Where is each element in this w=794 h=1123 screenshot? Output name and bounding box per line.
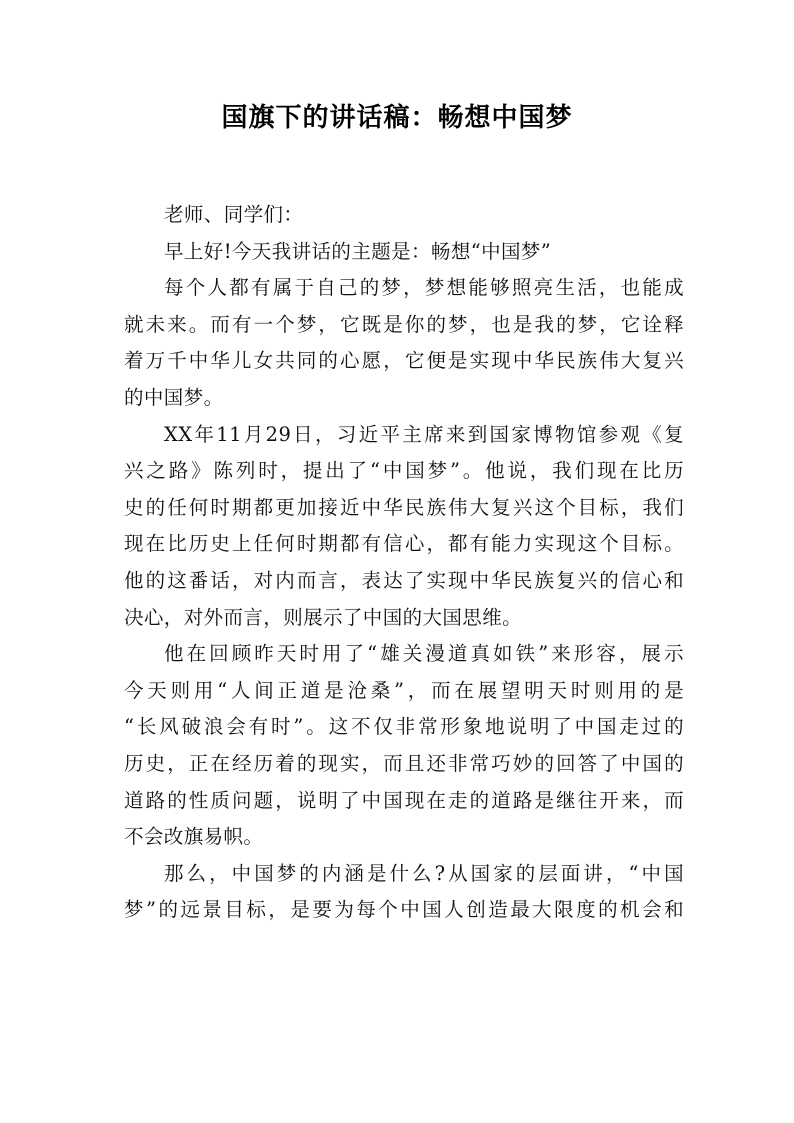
document-title: 国旗下的讲话稿：畅想中国梦	[221, 103, 573, 133]
document-body	[124, 197, 684, 929]
text-line: 老师、同学们：	[164, 203, 304, 226]
text-line: 现在比历史上任何时期都有信心，都有能力实现这个目标。	[124, 532, 684, 556]
text-line: 决心，对外而言，则展示了中国的大国思维。	[124, 605, 523, 629]
text-line: 今天则用“人间正道是沧桑”，而在展望明天时则用的是	[124, 678, 684, 702]
text-line: 道路的性质问题，说明了中国现在走的道路是继往开来，而	[124, 788, 684, 812]
text-line: 兴之路》陈列时，提出了“中国梦”。他说，我们现在比历	[124, 459, 684, 483]
text-line: 的中国梦。	[124, 385, 224, 409]
text-line: 每个人都有属于自己的梦，梦想能够照亮生活，也能成	[164, 276, 684, 300]
text-line: 历史，正在经历着的现实，而且还非常巧妙的回答了中国的	[124, 751, 684, 775]
text-line: 史的任何时期都更加接近中华民族伟大复兴这个目标，我们	[124, 495, 684, 519]
text-line: 着万千中华儿女共同的心愿，它便是实现中华民族伟大复兴	[124, 349, 684, 373]
text-line: 他在回顾昨天时用了“雄关漫道真如铁”来形容，展示	[164, 642, 684, 666]
text-line: 梦”的远景目标，是要为每个中国人创造最大限度的机会和	[124, 898, 684, 922]
text-line: XX年11月29日，习近平主席来到国家博物馆参观《复	[164, 422, 684, 446]
text-line: “长风破浪会有时”。这不仅非常形象地说明了中国走过的	[124, 715, 684, 739]
text-line: 他的这番话，对内而言，表达了实现中华民族复兴的信心和	[124, 568, 684, 592]
text-line: 那么，中国梦的内涵是什么?从国家的层面讲，“中国	[164, 861, 684, 885]
text-line: 早上好!今天我讲话的主题是：畅想“中国梦”	[164, 239, 552, 263]
text-line: 就未来。而有一个梦，它既是你的梦，也是我的梦，它诠释	[124, 312, 684, 336]
text-line: 不会改旗易帜。	[124, 825, 264, 849]
